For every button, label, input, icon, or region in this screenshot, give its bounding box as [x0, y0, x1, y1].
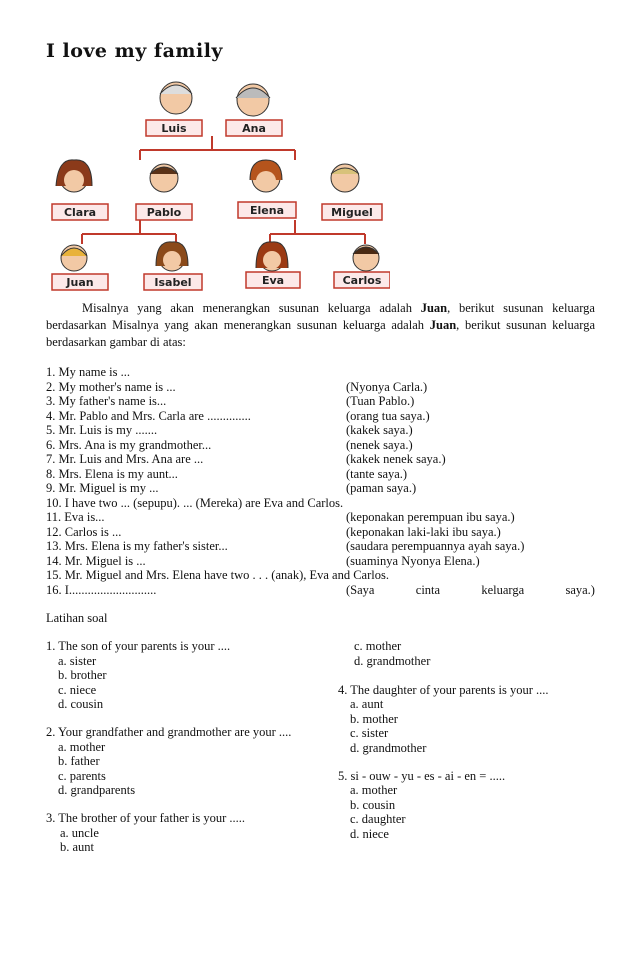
tree-name-miguel: Miguel [331, 206, 373, 219]
option: c. daughter [350, 812, 406, 826]
intro-text-3: , berikut susunan keluarga berdasarkan gambar di atas: [46, 317, 595, 349]
tree-name-elena: Elena [250, 204, 284, 217]
option: a. sister [58, 653, 97, 668]
hint-word: cinta [415, 582, 441, 597]
option: a. uncle [60, 825, 99, 840]
question-4: 4. The daughter of your parents is your .... [338, 682, 549, 697]
statement-12-hint: (keponakan laki-laki ibu saya.) [346, 524, 501, 539]
statement-7-hint: (kakek nenek saya.) [346, 452, 446, 466]
person-miguel [322, 164, 382, 220]
intro-paragraph [46, 300, 595, 350]
statement-5: 5. Mr. Luis is my ....... [46, 423, 158, 437]
statement-3: 3. My father's name is... [46, 394, 167, 408]
intro-bold-1: Juan [420, 301, 448, 315]
statement-9-hint: (paman saya.) [346, 481, 417, 495]
option: a. mother [350, 783, 398, 797]
person-luis [146, 82, 202, 136]
statement-16-hint [346, 583, 595, 598]
statement-14: 14. Mr. Miguel is ... [46, 553, 146, 568]
question-5: 5. si - ouw - yu - es - ai - en = ..... [338, 768, 506, 783]
family-tree-illustration [40, 76, 390, 294]
person-eva [246, 242, 300, 288]
tree-name-isabel: Isabel [154, 276, 192, 289]
option: c. niece [58, 682, 97, 697]
statement-5-hint: (kakek saya.) [346, 423, 413, 437]
option: b. brother [58, 668, 107, 682]
tree-name-pablo: Pablo [146, 206, 182, 219]
hint-word: saya.) [565, 582, 595, 597]
statement-7: 7. Mr. Luis and Mrs. Ana are ... [46, 452, 204, 466]
option: b. mother [350, 711, 398, 726]
option: c. parents [58, 768, 106, 783]
tree-name-ana: Ana [242, 122, 266, 135]
statement-8-hint: (tante saya.) [346, 466, 408, 481]
option: a. mother [58, 739, 106, 754]
option: b. cousin [350, 797, 396, 812]
option: d. grandmother [350, 740, 427, 755]
person-carlos [334, 245, 390, 288]
question-1: 1. The son of your parents is your .... [46, 639, 231, 653]
person-elena [238, 160, 296, 218]
statement-11-hint: (keponakan perempuan ibu saya.) [346, 510, 515, 524]
tree-connectors [82, 136, 365, 244]
statement-2: 2. My mother's name is ... [46, 379, 176, 394]
hint-word: keluarga [481, 582, 525, 597]
question-3: 3. The brother of your father is your ..... [46, 811, 246, 825]
hint-word: (Saya [346, 582, 375, 597]
tree-name-juan: Juan [66, 276, 94, 289]
person-pablo [136, 164, 192, 220]
statement-11: 11. Eva is... [46, 510, 105, 524]
tree-name-clara: Clara [63, 206, 97, 219]
statement-4: 4. Mr. Pablo and Mrs. Carla are .............. [46, 408, 251, 423]
question-2: 2. Your grandfather and grandmother are your .... [46, 725, 292, 739]
tree-name-eva: Eva [261, 274, 285, 287]
statement-13: 13. Mrs. Elena is my father's sister... [46, 539, 228, 553]
option: b. aunt [60, 840, 95, 854]
option: b. father [58, 754, 100, 768]
option: d. niece [350, 826, 389, 841]
statement-10: 10. I have two ... (sepupu). ... (Mereka) are Eva and Carlos. [46, 495, 344, 510]
statement-13-hint: (saudara perempuannya ayah saya.) [346, 539, 525, 553]
tree-name-carlos: Carlos [342, 274, 382, 287]
statement-6: 6. Mrs. Ana is my grandmother... [46, 437, 212, 452]
option: d. cousin [58, 697, 104, 711]
option: c. sister [350, 726, 389, 740]
statement-4-hint: (orang tua saya.) [346, 408, 430, 423]
option: c. mother [354, 639, 402, 653]
statement-1: 1. My name is ... [46, 365, 131, 379]
statement-16: 16. I............................ [46, 582, 157, 597]
page-title: I love my family [46, 40, 223, 62]
person-clara [52, 160, 108, 220]
intro-text-2: , berikut susunan keluarga berdasarkan Misalnya yang akan menerangkan susunan keluarga adalah [46, 301, 595, 332]
statement-15: 15. Mr. Miguel and Mrs. Elena have two . . . (anak), Eva and Carlos. [46, 568, 389, 582]
statement-9: 9. Mr. Miguel is my ... [46, 481, 159, 495]
tree-name-luis: Luis [161, 122, 187, 135]
option: d. grandparents [58, 783, 136, 797]
person-isabel [144, 242, 202, 290]
statement-8: 8. Mrs. Elena is my aunt... [46, 466, 178, 481]
option: a. aunt [350, 697, 384, 711]
statement-12: 12. Carlos is ... [46, 524, 122, 539]
person-juan [52, 245, 108, 290]
option: d. grandmother [354, 653, 431, 668]
statement-14-hint: (suaminya Nyonya Elena.) [346, 553, 480, 568]
statement-2-hint: (Nyonya Carla.) [346, 379, 428, 394]
statement-6-hint: (nenek saya.) [346, 437, 413, 452]
section-heading-latihan: Latihan soal [46, 611, 108, 625]
intro-text-1: Misalnya yang akan menerangkan susunan keluarga adalah [82, 301, 421, 315]
statement-3-hint: (Tuan Pablo.) [346, 394, 415, 408]
intro-bold-2: Juan [429, 317, 457, 332]
person-ana [226, 84, 282, 136]
